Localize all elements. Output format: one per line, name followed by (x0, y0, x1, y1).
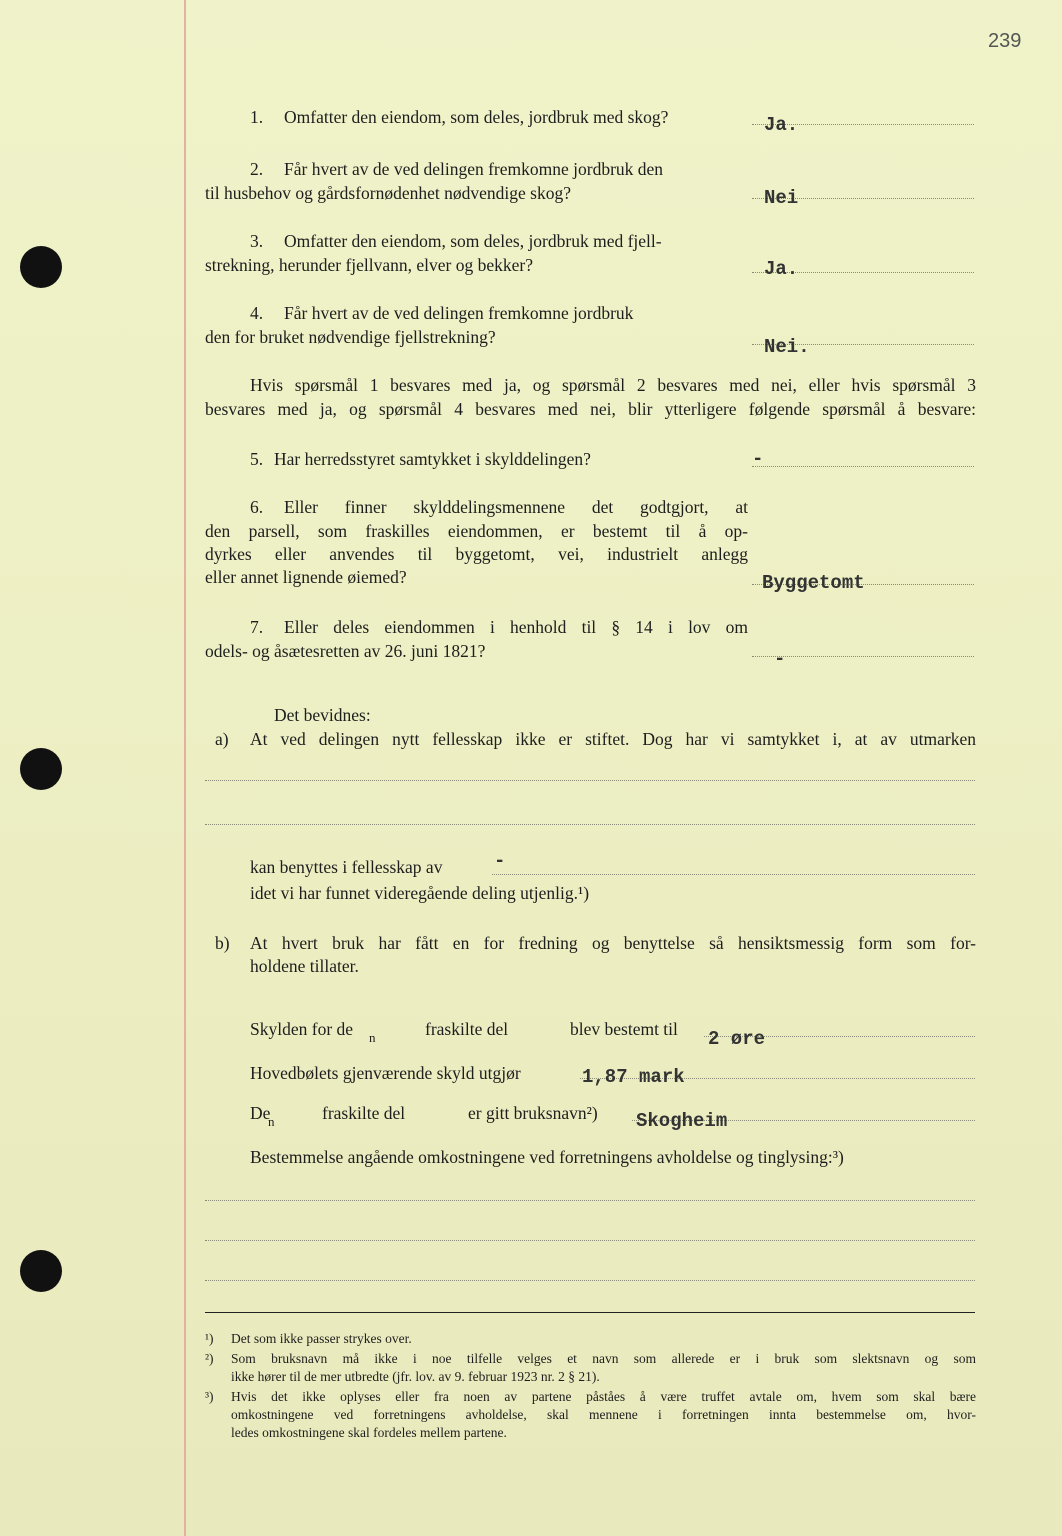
question-3-answer: Ja. (764, 258, 799, 280)
fill-line (205, 1240, 975, 1241)
attest-b-label: b) (215, 933, 230, 953)
fill-line (205, 1200, 975, 1201)
question-6-text-line2: den parsell, som fraskilles eiendommen, er bestemt til å op- (205, 521, 748, 541)
fill-line (205, 1280, 975, 1281)
attest-a-common-answer: - (494, 850, 506, 872)
attest-a-text: At ved delingen nytt fellesskap ikke er stiftet. Dog har vi samtykket i, at av utmarken (250, 729, 976, 749)
punch-hole (20, 748, 62, 790)
punch-hole (20, 1250, 62, 1292)
question-1-text: Omfatter den eiendom, som deles, jordbruk med skog? (284, 107, 669, 127)
question-7-number: 7. (250, 617, 264, 637)
fill-line (492, 874, 975, 875)
skyld-mid: fraskilte del (425, 1019, 509, 1039)
question-5-answer: - (752, 448, 764, 470)
margin-line (184, 0, 186, 1536)
skyld-prefix: Skylden for de (250, 1019, 354, 1039)
footnote-1-text: Det som ikke passer strykes over. (231, 1331, 412, 1346)
question-4-number: 4. (250, 303, 264, 323)
question-6-text-line4: eller annet lignende øiemed? (205, 567, 407, 587)
question-6-number: 6. (250, 497, 264, 517)
question-4-text-line2: den for bruket nødvendige fjellstrekning? (205, 327, 496, 347)
footnote-3-text-line1: Hvis det ikke oplyses eller fra noen av partene påståes å være truffet avtale om, hvem som skal bære (231, 1389, 976, 1404)
attest-b-line2: holdene tillater. (250, 956, 359, 976)
remaining-label: Hovedbølets gjenværende skyld utgjør (250, 1063, 521, 1083)
punch-hole (20, 246, 62, 288)
question-2-text-line2: til husbehov og gårdsfornødenhet nødvendige skog? (205, 183, 571, 203)
question-6-answer: Byggetomt (762, 572, 865, 594)
name-mid: fraskilte del (322, 1103, 406, 1123)
costs-label: Bestemmelse angående omkostningene ved forretningens avholdelse og tinglysing:³) (250, 1147, 844, 1167)
attest-a-reason: idet vi har funnet videregående deling utjenlig.¹) (250, 883, 590, 903)
question-5-text: Har herredsstyret samtykket i skylddelingen? (274, 449, 591, 469)
question-3-number: 3. (250, 231, 264, 251)
skyld-suffix: blev bestemt til (570, 1019, 678, 1039)
name-prefix: De (250, 1103, 271, 1123)
question-2-answer: Nei (764, 187, 799, 209)
question-1-number: 1. (250, 107, 264, 127)
question-1-answer: Ja. (764, 114, 799, 136)
question-6-text-line1: Eller finner skylddelingsmennene det godtgjort, at (284, 497, 748, 517)
remaining-value: 1,87 mark (582, 1066, 685, 1088)
skyld-value: 2 øre (708, 1028, 766, 1050)
footnote-2-text-line2: ikke hører til de mer utbredte (jfr. lov. av 9. februar 1923 nr. 2 § 21). (231, 1369, 600, 1384)
footnote-2-text-line1: Som bruksnavn må ikke i noe tilfelle velges et navn som allerede er i bruk som slektsnavn og som (231, 1351, 976, 1366)
condition-line1: Hvis spørsmål 1 besvares med ja, og spørsmål 2 besvares med nei, eller hvis spørsmål 3 (250, 375, 976, 395)
page-number: 239 (988, 30, 1022, 52)
attest-a-label: a) (215, 729, 229, 749)
footnote-3-mark: ³) (205, 1389, 214, 1404)
question-2-number: 2. (250, 159, 264, 179)
footnote-1-mark: ¹) (205, 1331, 214, 1346)
question-3-text-line1: Omfatter den eiendom, som deles, jordbruk med fjell- (284, 231, 662, 251)
attest-b-line1: At hvert bruk har fått en for fredning og benyttelse så hensiktsmessig form som for- (250, 933, 976, 953)
name-n: n (268, 1114, 275, 1129)
condition-line2: besvares med ja, og spørsmål 4 besvares med nei, blir ytterligere følgende spørsmål å besvare: (205, 399, 976, 419)
attest-a-common: kan benyttes i fellesskap av (250, 857, 443, 877)
answer-line (752, 466, 974, 467)
question-7-text-line1: Eller deles eiendommen i henhold til § 14 i lov om (284, 617, 748, 637)
attest-heading: Det bevidnes: (274, 705, 371, 725)
question-3-text-line2: strekning, herunder fjellvann, elver og bekker? (205, 255, 533, 275)
skyld-n: n (369, 1030, 376, 1045)
fill-line (205, 780, 975, 781)
footnote-2-mark: ²) (205, 1351, 214, 1366)
question-4-text-line1: Får hvert av de ved delingen fremkomne jordbruk (284, 303, 634, 323)
footnote-3-text-line3: ledes omkostningene skal fordeles mellem partene. (231, 1425, 507, 1440)
footnote-3-text-line2: omkostningene ved forretningens avholdelse, skal mennene i forretningen innta bestemmelse om, hvor- (231, 1407, 976, 1422)
name-value: Skogheim (636, 1110, 728, 1132)
question-5-number: 5. (250, 449, 264, 469)
fill-line (205, 824, 975, 825)
question-6-text-line3: dyrkes eller anvendes til byggetomt, vei, industrielt anlegg (205, 544, 748, 564)
question-2-text-line1: Får hvert av de ved delingen fremkomne jordbruk den (284, 159, 664, 179)
question-4-answer: Nei. (764, 336, 810, 358)
question-7-answer: - (774, 648, 786, 670)
footnote-rule (205, 1312, 975, 1313)
question-7-text-line2: odels- og åsætesretten av 26. juni 1821? (205, 641, 486, 661)
name-suffix: er gitt bruksnavn²) (468, 1103, 598, 1123)
